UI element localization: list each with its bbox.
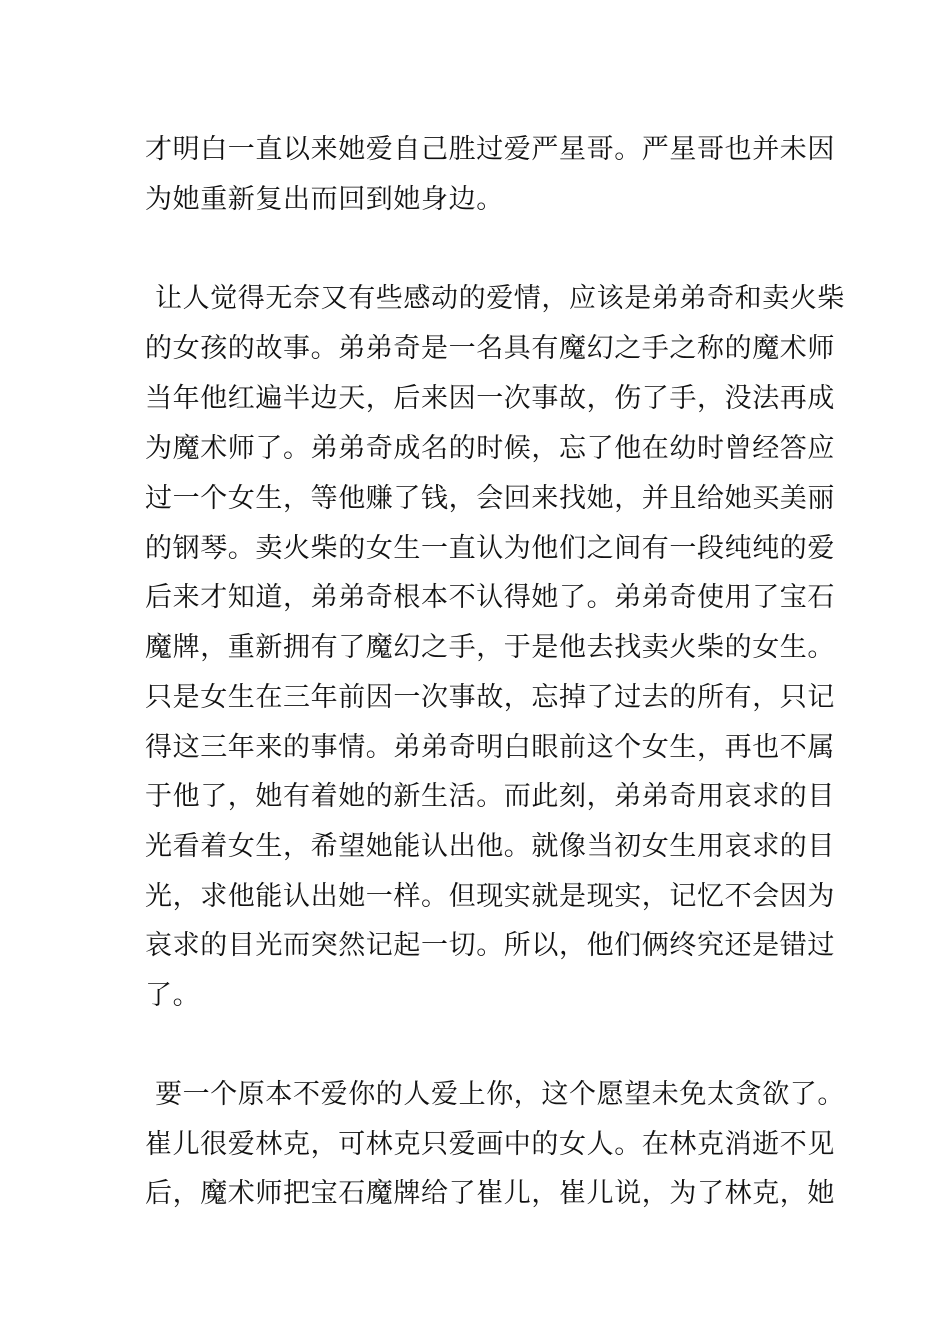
text-line: 后，魔术师把宝石魔牌给了崔儿，崔儿说，为了林克，她 bbox=[145, 1178, 835, 1209]
text-line: 的女孩的故事。弟弟奇是一名具有魔幻之手之称的魔术师 bbox=[145, 333, 835, 364]
text-line: 只是女生在三年前因一次事故，忘掉了过去的所有，只记 bbox=[145, 682, 835, 713]
text-line: 哀求的目光而突然记起一切。所以，他们俩终究还是错过 bbox=[145, 930, 835, 961]
text-line: 要一个原本不爱你的人爱上你，这个愿望未免太贪欲了。 bbox=[155, 1079, 845, 1110]
text-line: 光，求他能认出她一样。但现实就是现实，记忆不会因为 bbox=[145, 881, 835, 912]
text-line: 的钢琴。卖火柴的女生一直认为他们之间有一段纯纯的爱 bbox=[145, 533, 835, 564]
text-line: 后来才知道，弟弟奇根本不认得她了。弟弟奇使用了宝石 bbox=[145, 582, 835, 613]
text-line: 了。 bbox=[145, 980, 201, 1011]
text-line: 得这三年来的事情。弟弟奇明白眼前这个女生，再也不属 bbox=[145, 732, 835, 763]
text-line: 崔儿很爱林克，可林克只爱画中的女人。在林克消逝不见 bbox=[145, 1129, 835, 1160]
text-line: 当年他红遍半边天，后来因一次事故，伤了手，没法再成 bbox=[145, 383, 835, 414]
text-line: 为魔术师了。弟弟奇成名的时候，忘了他在幼时曾经答应 bbox=[145, 433, 835, 464]
text-line: 才明白一直以来她爱自己胜过爱严星哥。严星哥也并未因 bbox=[145, 134, 835, 165]
text-line: 为她重新复出而回到她身边。 bbox=[145, 184, 504, 215]
text-line: 魔牌，重新拥有了魔幻之手，于是他去找卖火柴的女生。 bbox=[145, 632, 835, 663]
text-line: 过一个女生，等他赚了钱，会回来找她，并且给她买美丽 bbox=[145, 483, 835, 514]
text-line: 于他了，她有着她的新生活。而此刻，弟弟奇用哀求的目 bbox=[145, 781, 835, 812]
text-line: 光看着女生，希望她能认出他。就像当初女生用哀求的目 bbox=[145, 831, 835, 862]
text-line: 让人觉得无奈又有些感动的爱情，应该是弟弟奇和卖火柴 bbox=[155, 283, 845, 314]
